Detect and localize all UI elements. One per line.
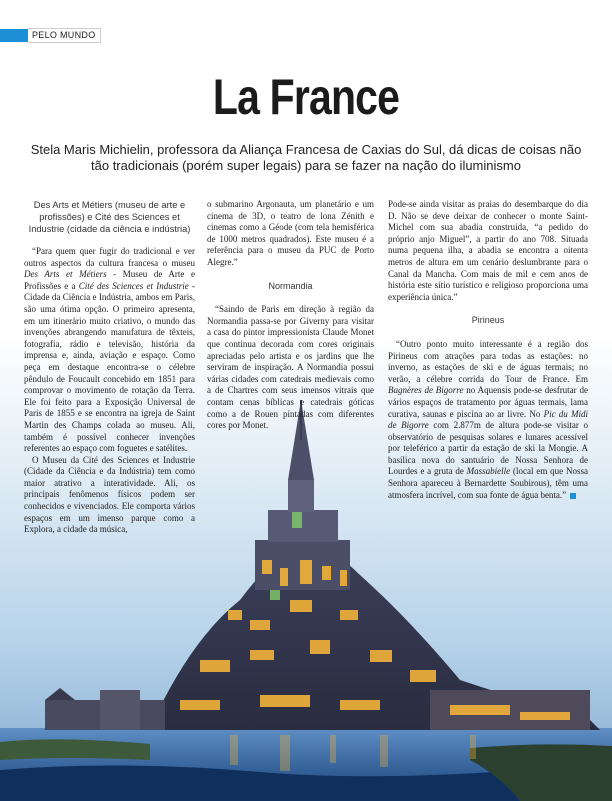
subhead-normandia: Normandia xyxy=(268,280,313,291)
section-accent-bar xyxy=(0,29,28,42)
paragraph: o submarino Argonauta, um planetário e um cinema de 3D, o teatro de lona Zénith e cinemas como a Géode (com tela hemisférica de 1000 metros quadrados). Este museu é a referência para o museu da PUC de Porto Alegre.” xyxy=(207,199,374,267)
subhead-pirineus: Pirineus xyxy=(471,315,505,326)
paragraph: O Museu da Cité des Sciences et Industrie (Cidade da Ciência e da Indústria) tem como maior atrativo a interatividade. Ali, os principais fenômenos físicos podem ser conhecidos e vivenciados. Ele comporta vários espaços em um imenso parque como a Explora, a cidade da música, xyxy=(24,454,195,535)
paragraph: Pode-se ainda visitar as praias do desembarque do dia D. Não se deve deixar de conhecer o monte Saint-Michel com sua abadia construída, “a pedido do próprio anjo Miguel”, a partir do ano 708. Situada numa pequena ilha, a abadia se encontra a oitenta metros de altura em um cenário deslumbrante para o Canal da Mancha. Com mais de mil e cem anos de história este sítio turístico e religioso proporciona uma experiência única.” xyxy=(388,199,588,302)
paragraph: “Para quem quer fugir do tradicional e ver outros aspectos da cultura francesa o museu Des Arts et Métiers - Museu de Arte e Profissões e a Cité des Sciences et Industrie - Cidade da Ciência e Indústria, ambos em Paris, são uma ótima opção. O primeiro apresenta, em um itinerário muito criativo, o mundo das invenções abrangendo manufatura de têxteis, fotografia, rádio e televisão, história da imprensa e, ainda, aviação e espaço. Como peça em destaque encontra-se o célebre pêndulo de Foucault concebido em 1851 para comprovar o movimento de rotação da Terra. Ele foi feito para a Exposição Universal de Paris de 1855 e se encontra na igreja de Saint Martin des Champs colada ao museu. Ali, também é possível conhecer invenções referentes ao espaço com foguetes e satélites. xyxy=(24,246,196,454)
section-tag xyxy=(0,29,101,42)
section-label: PELO MUNDO xyxy=(28,28,101,43)
subtitle: Stela Maris Michielin, professora da Aliança Francesa de Caxias do Sul, dá dicas de coisas não tão tradicionais (porém super legais) para se fazer na nação do iluminismo xyxy=(30,142,582,173)
page-title: La France xyxy=(212,69,400,125)
article-column-1 xyxy=(24,199,195,536)
end-mark-icon xyxy=(570,493,576,499)
section-heading-museums: Des Arts et Métiers (museu de arte e profissões) e Cité des Sciences et Industrie (cidade da ciência e indústria) xyxy=(28,200,191,234)
paragraph: “Saindo de Paris em direção à região da Normandia passa-se por Giverny para visitar a casa do pintor impressionista Claude Monet que continua decorada com cores originais apreciadas pelo artista e os jardins que lhe serviram de inspiração. A Normandia possui várias cidades com catedrais medievais como a de Chartres com seus imensos vitrais que contam cenas bíblicas e catedrais góticas como a de Rouen pintadas com diferentes cores por Monet. xyxy=(207,304,374,431)
article-column-3 xyxy=(388,199,588,501)
article-column-2 xyxy=(207,199,374,432)
paragraph: “Outro ponto muito interessante é a região dos Pirineus com atrações para todas as estações: no inverno, as estações de ski e de águas termais; no verão, a célebre corrida do Tour de France. Em Bagnères de Bigorre no Aquensis pode-se desfrutar de vários espaços de tratamento por águas termais, lama curativa, saunas e piscina ao ar livre. No Pic du Midi de Bigorre com 2.877m de altura pode-se visitar o observatório de pesquisas solares e lunares acessível por teleférico a partir da estação de ski la Mongie. A basílica nova do santuário de Nossa Senhora de Lourdes e a gruta de Massabielle (local em que Nossa Senhora apareceu à Bernardette Soubirous), têm uma atmosfera incrível, com sua fonte de água benta.” xyxy=(388,338,589,500)
